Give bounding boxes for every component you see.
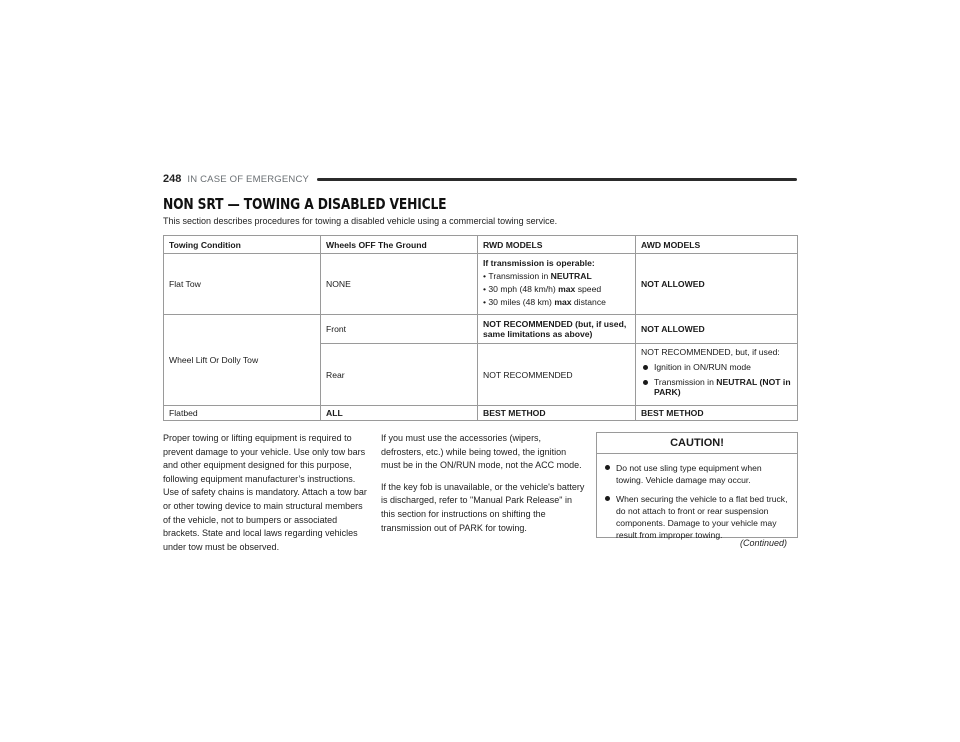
page-number: 248 xyxy=(163,173,182,185)
intro-text: This section describes procedures for towing a disabled vehicle using a commercial towing service. xyxy=(163,216,558,226)
header-awd-models: AWD MODELS xyxy=(636,236,798,254)
continued-note: (Continued) xyxy=(740,538,788,548)
header-wheels-off: Wheels OFF The Ground xyxy=(321,236,478,254)
list-item: Ignition in ON/RUN mode xyxy=(641,362,792,372)
caution-list xyxy=(597,454,797,541)
page-header xyxy=(163,171,797,187)
cell-awd: NOT ALLOWED xyxy=(636,315,798,344)
table-header-row xyxy=(164,236,798,254)
header-rule xyxy=(317,178,797,181)
rwd-conditions-list xyxy=(483,271,630,307)
cell-condition: Wheel Lift Or Dolly Tow xyxy=(164,315,321,406)
table-row-flatbed xyxy=(164,406,798,421)
header-towing-condition: Towing Condition xyxy=(164,236,321,254)
caution-title: CAUTION! xyxy=(597,433,797,454)
towing-table xyxy=(163,235,798,421)
cell-condition: Flatbed xyxy=(164,406,321,421)
table-row-wheel-lift-front xyxy=(164,315,798,344)
list-item: Transmission in NEUTRAL (NOT in PARK) xyxy=(641,377,792,397)
body-paragraph: If the key fob is unavailable, or the vehicle's battery is discharged, refer to "Manual Park Release" in this section for instructions on shifting the transmission out of PARK for towing. xyxy=(381,481,585,533)
caution-box xyxy=(596,432,798,538)
cell-rwd: BEST METHOD xyxy=(478,406,636,421)
body-paragraph: If you must use the accessories (wipers, defrosters, etc.) while being towed, the ignition must be in the ON/RUN mode, not the ACC mode. xyxy=(381,433,582,471)
cell-wheels: ALL xyxy=(321,406,478,421)
list-item: • Transmission in NEUTRAL xyxy=(483,271,592,281)
caution-item: Do not use sling type equipment when towing. Vehicle damage may occur. xyxy=(603,462,791,486)
cell-wheels: Rear xyxy=(321,344,478,406)
body-column-2 xyxy=(381,432,586,543)
cell-wheels: Front xyxy=(321,315,478,344)
list-item: • 30 miles (48 km) max distance xyxy=(483,297,606,307)
cell-rwd xyxy=(478,254,636,315)
awd-heading: NOT RECOMMENDED, but, if used: xyxy=(641,347,780,357)
section-name: IN CASE OF EMERGENCY xyxy=(187,173,310,185)
cell-rwd: NOT RECOMMENDED (but, if used, same limitations as above) xyxy=(478,315,636,344)
list-item: • 30 mph (48 km/h) max speed xyxy=(483,284,602,294)
table-row-flat-tow xyxy=(164,254,798,315)
page-title: NON SRT — TOWING A DISABLED VEHICLE xyxy=(163,195,447,213)
header-rwd-models: RWD MODELS xyxy=(478,236,636,254)
cell-awd: NOT ALLOWED xyxy=(636,254,798,315)
cell-awd xyxy=(636,344,798,406)
rwd-heading: If transmission is operable: xyxy=(483,258,595,268)
cell-awd: BEST METHOD xyxy=(636,406,798,421)
awd-conditions-list xyxy=(641,362,792,397)
caution-item: When securing the vehicle to a flat bed truck, do not attach to front or rear suspension components. Damage to your vehicle may result from improper towing. xyxy=(603,493,791,541)
body-column-1: Proper towing or lifting equipment is required to prevent damage to your vehicle. Use only tow bars and other equipment designed for this purpose, following equipment manufacturer’s instructions. Use of safety chains is mandatory. Attach a tow bar or other towing device to main structural members of the vehicle, not to bumpers or associated brackets. State and local laws regarding vehicles under tow must be observed. xyxy=(163,433,367,552)
cell-condition: Flat Tow xyxy=(164,254,321,315)
cell-wheels: NONE xyxy=(321,254,478,315)
cell-rwd: NOT RECOMMENDED xyxy=(478,344,636,406)
